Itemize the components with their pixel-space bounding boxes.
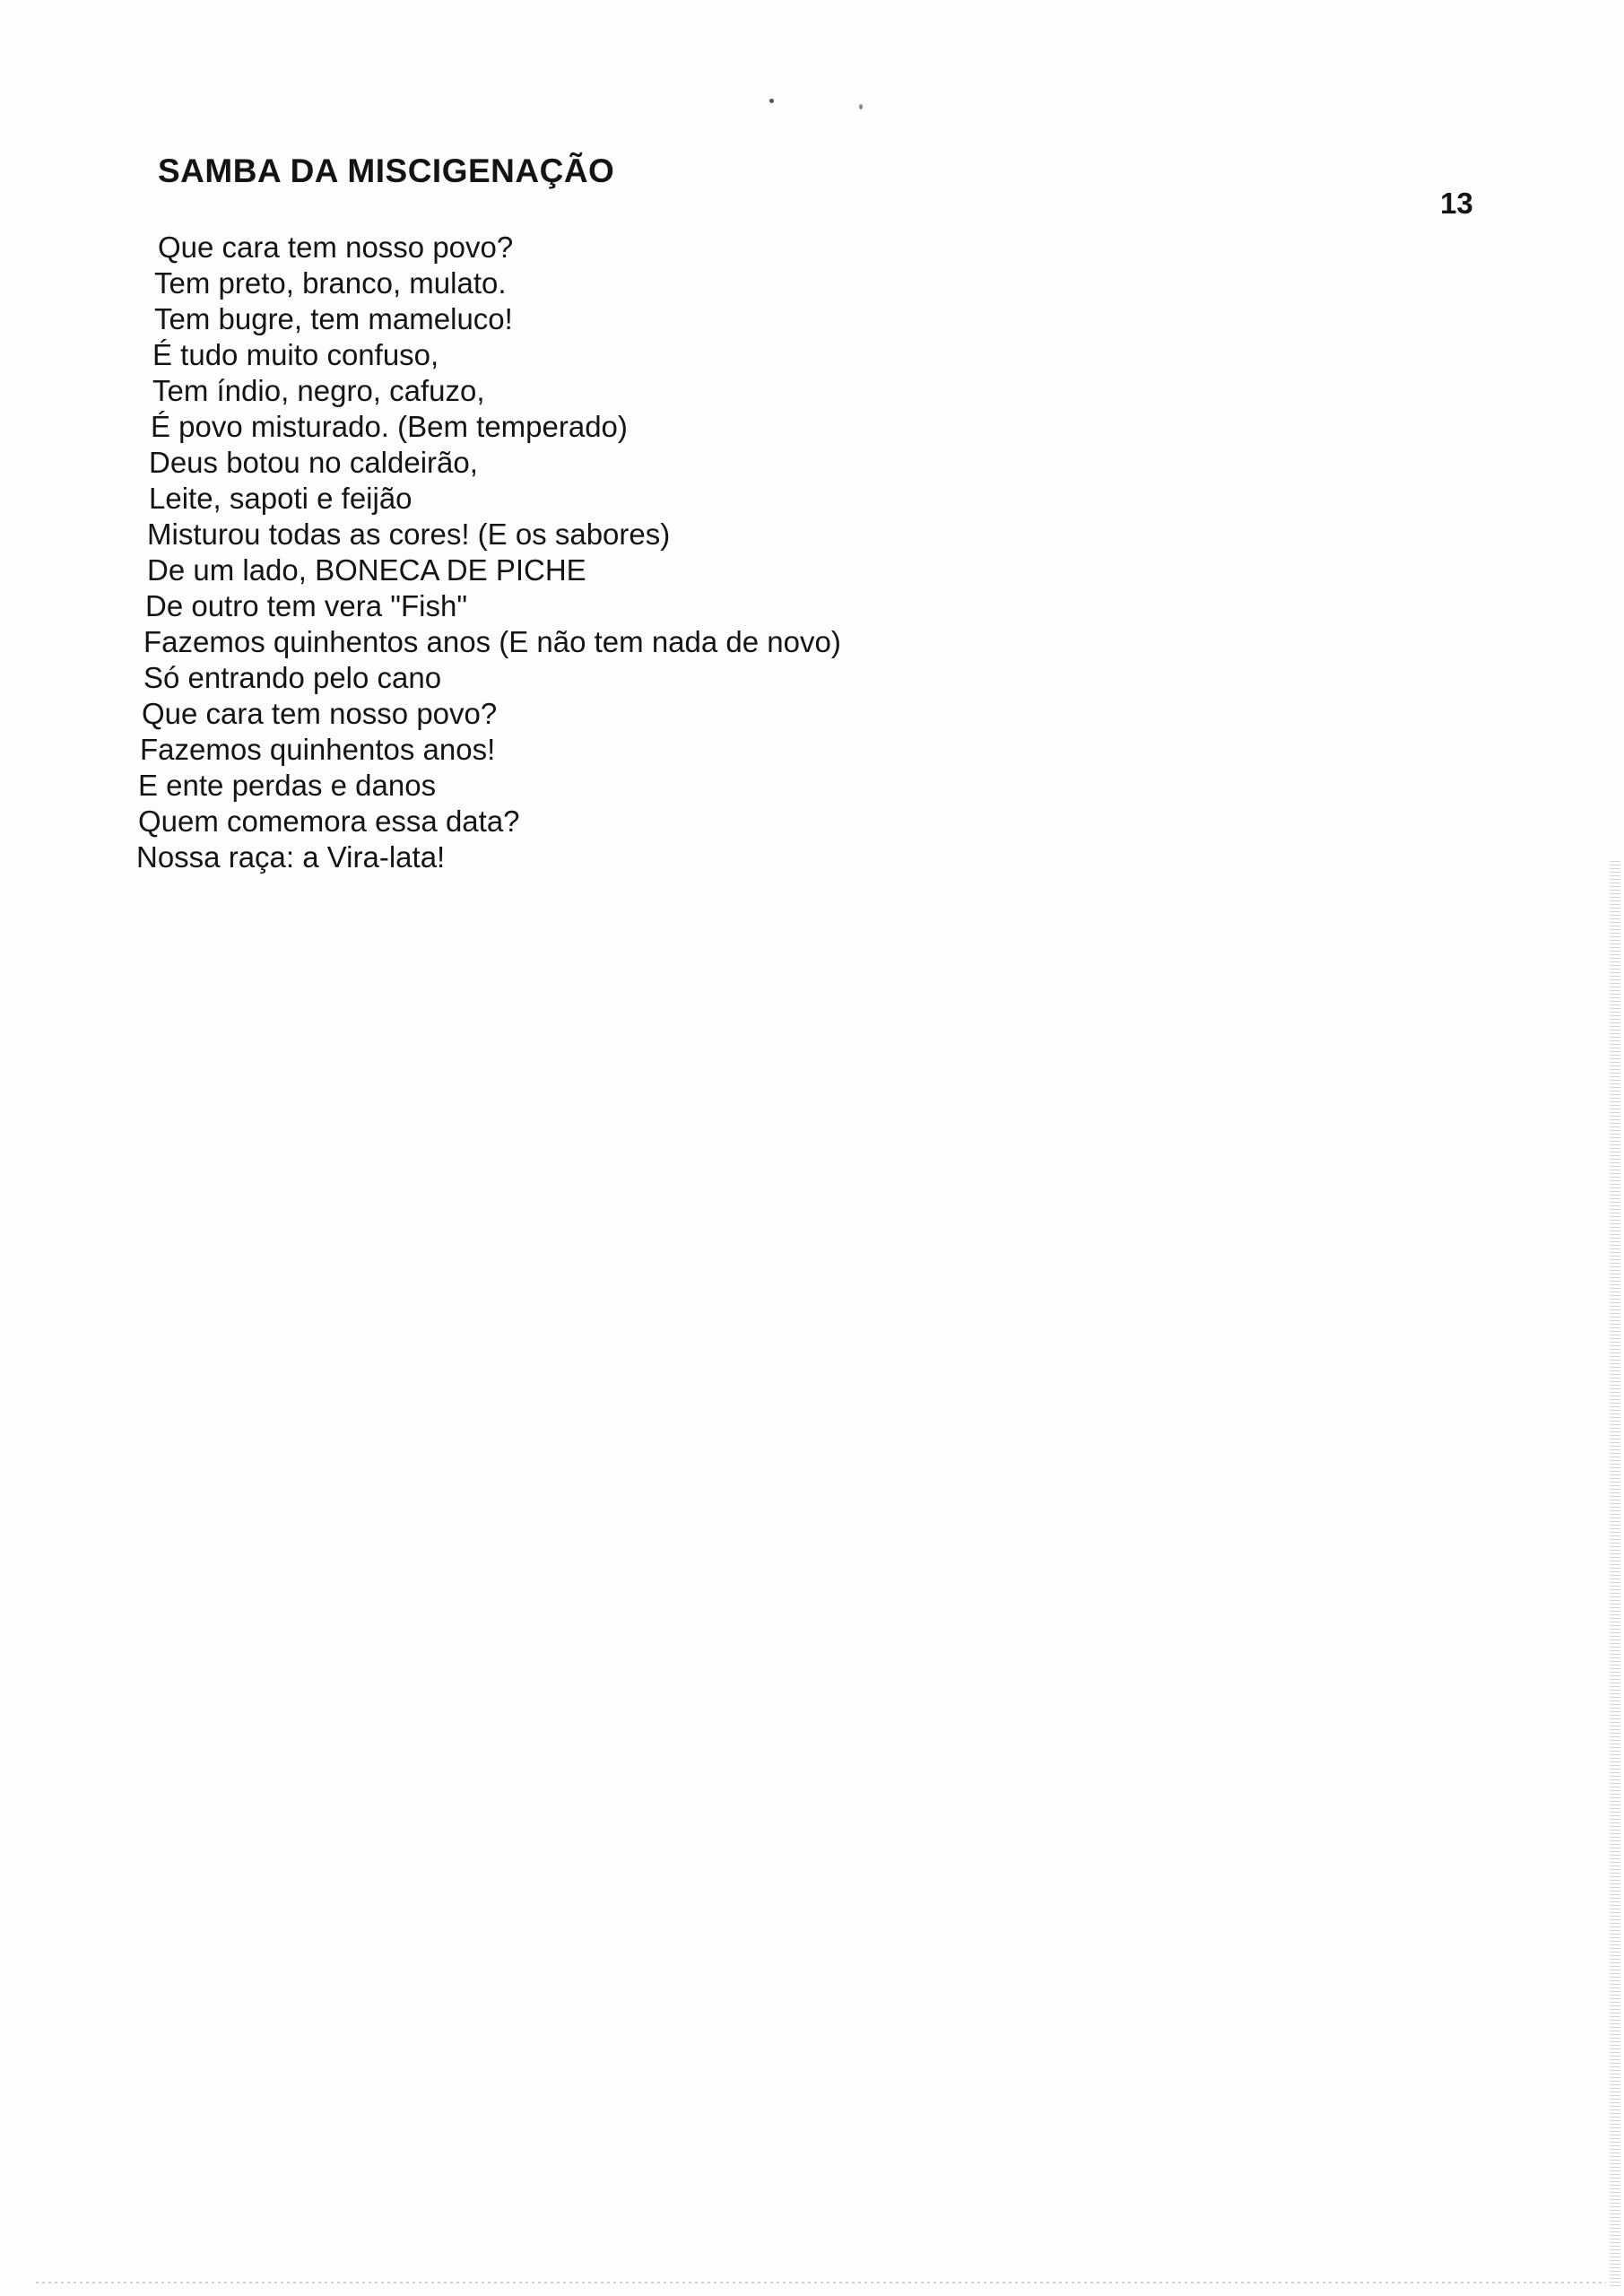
- scan-speck: [769, 99, 774, 103]
- poem-line: Misturou todas as cores! (E os sabores): [147, 517, 671, 551]
- scan-bottom-artifact: [36, 2282, 1606, 2283]
- poem-line: Nossa raça: a Vira-lata!: [136, 840, 446, 874]
- poem-line: Tem preto, branco, mulato.: [154, 266, 507, 300]
- poem-line: Que cara tem nosso povo?: [142, 697, 498, 730]
- poem-title: SAMBA DA MISCIGENAÇÃO: [158, 152, 615, 189]
- poem-line: É povo misturado. (Bem temperado): [151, 410, 628, 443]
- poem-line: É tudo muito confuso,: [152, 338, 439, 371]
- poem-line: Que cara tem nosso povo?: [158, 230, 514, 264]
- poem-line: Fazemos quinhentos anos!: [140, 733, 496, 766]
- page-number: 13: [1440, 187, 1473, 220]
- scan-speck: [859, 104, 863, 109]
- poem-line: Tem bugre, tem mameluco!: [154, 302, 513, 335]
- poem-line: Deus botou no caldeirão,: [149, 446, 478, 479]
- poem-line: Tem índio, negro, cafuzo,: [152, 374, 485, 407]
- poem-line: De outro tem vera "Fish": [145, 589, 468, 622]
- poem-body: [135, 230, 841, 875]
- poem-line: De um lado, BONECA DE PICHE: [147, 553, 586, 587]
- poem-line: Só entrando pelo cano: [143, 661, 442, 694]
- poem-line: Quem comemora essa data?: [138, 804, 520, 838]
- poem-line: E ente perdas e danos: [138, 769, 437, 802]
- scan-edge-artifact: [1610, 861, 1620, 2287]
- poem-line: Leite, sapoti e feijão: [149, 482, 413, 515]
- poem-line: Fazemos quinhentos anos (E não tem nada de novo): [143, 625, 841, 658]
